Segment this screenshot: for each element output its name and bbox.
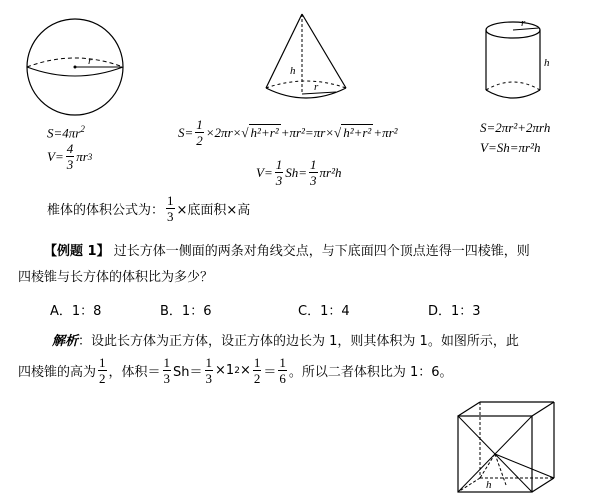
cone-volume-formula	[256, 158, 341, 187]
analysis-vol: ，体积＝	[108, 365, 161, 380]
frac-den: 6	[279, 371, 286, 386]
frac-num: 1	[275, 157, 283, 172]
pyramid-fraction	[166, 194, 175, 223]
analysis-tail: 。所以二者体积比为 1：6。	[288, 365, 453, 380]
analysis-text-1: ：设此长方体为正方体，设正方体的边长为 1，则其体积为 1。如图所示，此	[78, 334, 519, 349]
cube-pyramid-figure	[452, 398, 562, 498]
sphere-S-text: S=4πr	[47, 125, 81, 141]
frac-num: 1	[205, 355, 213, 370]
frac-den: 3	[66, 157, 74, 172]
cone-h-label: h	[290, 65, 296, 77]
sphere-figure	[20, 15, 130, 120]
analysis-times2: ×	[239, 363, 251, 378]
example-text-1: 过长方体一侧面的两条对角线交点，与下底面四个顶点连得一四棱锥，则	[113, 244, 530, 259]
sphere-volume-formula	[47, 142, 92, 171]
vol-fraction-4	[278, 356, 287, 385]
example-tag: 【例题 1】	[44, 244, 110, 259]
analysis-pre: 四棱锥的高为	[18, 365, 97, 380]
cone-V-post: πr²h	[319, 164, 342, 180]
analysis-eq: ＝	[263, 365, 277, 380]
frac-num: 1	[167, 193, 174, 208]
cone-S-post1: +πr²=πr×	[280, 124, 335, 140]
vol-fraction-3	[253, 356, 262, 385]
cone-V-mid: Sh=	[285, 164, 307, 180]
frac-num: 1	[196, 117, 203, 132]
cone-figure	[262, 12, 352, 107]
cone-radicand-1: h²+r²	[250, 125, 279, 140]
sphere-V-pre: V=	[47, 148, 64, 164]
analysis-label: 解析	[52, 334, 79, 349]
pyramid-suffix: ×底面积×高	[176, 203, 251, 218]
height-fraction	[98, 356, 107, 385]
cone-S-mid: ×2πr×	[205, 124, 242, 140]
frac-num: 1	[279, 355, 286, 370]
cylinder-figure	[483, 14, 553, 104]
vol-fraction-2	[205, 356, 214, 385]
frac-den: 3	[163, 371, 171, 386]
option-b: B．1：6	[160, 304, 212, 319]
pyramid-prefix: 椎体的体积公式为：	[47, 203, 165, 218]
sphere-r-label: r	[88, 55, 93, 67]
frac-den: 2	[196, 133, 203, 148]
example-line-2: 四棱锥与长方体的体积比为多少？	[18, 270, 214, 285]
cone-S-fraction	[195, 118, 204, 147]
cone-V-pre: V=	[256, 164, 273, 180]
analysis-line-1	[52, 330, 519, 349]
sphere-V-post: πr	[76, 148, 88, 164]
frac-num: 1	[163, 355, 171, 370]
frac-den: 2	[253, 371, 261, 386]
cone-V-fraction-2	[309, 158, 318, 187]
cone-surface-formula: S= $\frac{1}{2}$ ×2πr× √ h²+r² +πr²=πr× √ h²+r² +πr²	[178, 117, 398, 148]
frac-den: 3	[275, 173, 283, 188]
cylinder-r-label: r	[521, 17, 526, 29]
frac-den: 3	[205, 371, 213, 386]
cylinder-volume-formula: V=Sh=πr²h	[480, 140, 541, 155]
frac-den: 2	[99, 371, 106, 386]
cone-S-post2: +πr²	[373, 124, 398, 140]
analysis-exp: 2	[234, 365, 240, 376]
sphere-surface-formula	[47, 124, 85, 141]
frac-num: 1	[99, 355, 106, 370]
frac-num: 1	[310, 157, 317, 172]
cone-r-label: r	[314, 81, 319, 93]
analysis-sh: Sh＝	[173, 365, 203, 380]
cone-radicand-2: h²+r²	[343, 125, 372, 140]
frac-num: 4	[66, 141, 74, 156]
analysis-times1: ×1	[215, 363, 235, 378]
sphere-V-fraction	[66, 142, 75, 171]
cone-V-fraction-1	[275, 158, 284, 187]
cylinder-surface-formula: S=2πr²+2πrh	[480, 120, 551, 135]
sphere-V-exp: 3	[87, 151, 93, 162]
vol-fraction-1	[163, 356, 172, 385]
analysis-line-2	[18, 356, 453, 385]
cone-S-pre: S=	[178, 124, 194, 140]
frac-den: 3	[310, 173, 317, 188]
option-d: D．1：3	[428, 304, 481, 319]
option-a: A．1：8	[50, 304, 102, 319]
frac-den: 3	[167, 209, 174, 224]
cube-h-label: h	[486, 479, 492, 491]
option-c: C．1：4	[298, 304, 350, 319]
example-line-1	[44, 240, 530, 259]
cylinder-h-label: h	[544, 57, 550, 69]
frac-num: 1	[253, 355, 261, 370]
sphere-S-exp: 2	[80, 124, 85, 134]
pyramid-volume-formula	[47, 194, 250, 223]
